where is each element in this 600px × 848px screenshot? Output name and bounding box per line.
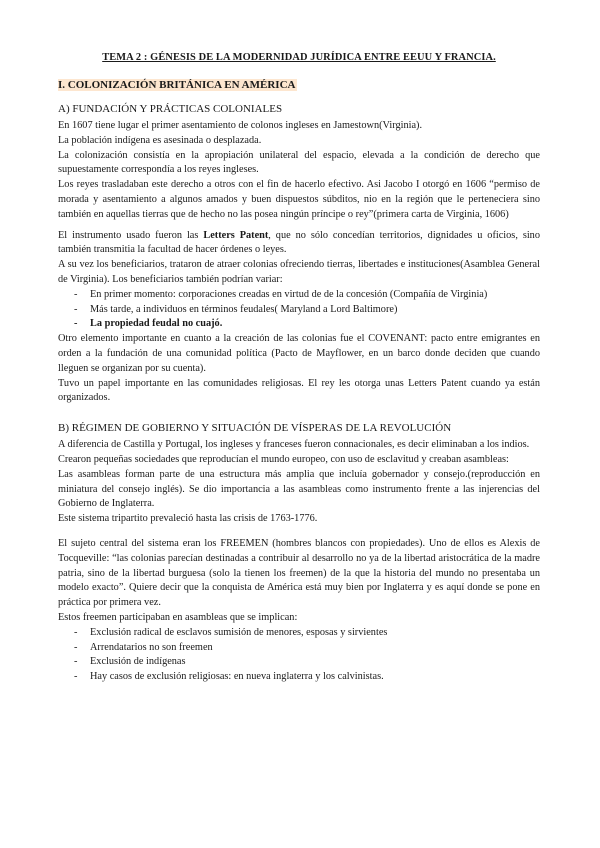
paragraph: A su vez los beneficiarios, trataron de atraer colonias ofreciendo tierras, libertades e instituciones(Asamblea General de Virginia). Los beneficiarios también podrían variar: [58, 259, 540, 285]
text-run: El instrumento usado fueron las [58, 229, 204, 241]
dash-bullet: - [74, 318, 78, 330]
dash-bullet: - [74, 671, 78, 683]
paragraph: El sujeto central del sistema eran los FREEMEN (hombres blancos con propiedades). Uno de ellos es Alexis de Tocqueville: “las colonias parecían destinadas a contribuir al desarrollo no ya de la libertad aristocrática de la madre patria, sino de la libertad burguesa (solo la tienen los freemen) de la que la historia del mundo no presentaba un modelo exacto”. Quiere decir que la conquista de América está muy bien por Inglaterra y es aquí donde se pone en práctica por primera vez. [58, 537, 540, 609]
list-item [58, 655, 540, 670]
paragraph: Las asambleas forman parte de una estructura más amplia que incluía gobernador y consejo.(reproducción en miniatura del consejo inglés). Se dio importancia a las asambleas como instrumento frente a las injerencias del Gobierno de Inglaterra. [58, 468, 540, 510]
paragraph: Otro elemento importante en cuanto a la creación de las colonias fue el COVENANT: pacto entre emigrantes en orden a la fundación de una comunidad política (Pacto de Mayflower, en un barco donde deciden que cuando lleguen se organizan por su cuenta). [58, 333, 540, 374]
dash-bullet: - [74, 303, 78, 315]
dash-bullet: - [74, 641, 78, 653]
list-item [58, 303, 540, 318]
paragraph: A diferencia de Castilla y Portugal, los ingleses y franceses fueron connacionales, es decir eliminaban a los indios. [58, 439, 530, 451]
dash-bullet: - [74, 288, 78, 300]
paragraph: En 1607 tiene lugar el primer asentamiento de colonos ingleses en Jamestown(Virginia). [58, 120, 423, 131]
list-item-text: La propiedad feudal no cuajó. [90, 318, 223, 330]
dash-bullet: - [74, 626, 78, 638]
list-item-text: Exclusión de indígenas [90, 656, 186, 668]
paragraph-letters-patent [58, 229, 540, 259]
list-item [58, 641, 540, 656]
list-item [58, 670, 540, 685]
dash-bullet: - [74, 656, 78, 668]
list-item-text: Arrendatarios no son freemen [90, 641, 213, 653]
list-item-text: Exclusión radical de esclavos sumisión de menores, esposas y sirvientes [90, 626, 388, 638]
list-item-text: Más tarde, a individuos en términos feudales( Maryland a Lord Baltimore) [90, 303, 398, 315]
paragraph: Este sistema tripartito prevaleció hasta las crisis de 1763-1776. [58, 513, 318, 525]
bold-term-letters-patent: Letters Patent [203, 229, 269, 241]
document-title: TEMA 2 : GÉNESIS DE LA MODERNIDAD JURÍDICA ENTRE EEUU Y FRANCIA. [102, 52, 496, 63]
subsection-heading-b: B) RÉGIMEN DE GOBIERNO Y SITUACIÓN DE VÍSPERAS DE LA REVOLUCIÓN [58, 422, 452, 435]
text-run: , que no sólo concedían territorios, dignidades u oficios, sino también transmitia la facultad de hacer órdenes o leyes. [58, 229, 540, 256]
paragraph: Crearon pequeñas sociedades que reproducían el mundo europeo, con uso de esclavitud y creaban asambleas: [58, 453, 509, 465]
list-item-text: En primer momento: corporaciones creadas en virtud de de la concesión (Compañía de Virginia) [90, 288, 488, 300]
section-heading-colonizacion: I. COLONIZACIÓN BRITÁNICA EN AMÉRICA [58, 79, 296, 91]
list-item [58, 626, 540, 641]
paragraph: Tuvo un papel importante en las comunidades religiosas. El rey les otorga unas Letters Patent cuando ya están organizados. [58, 377, 540, 404]
list-item [58, 288, 540, 303]
list-item-text: Hay casos de exclusión religiosas: en nueva inglaterra y los calvinistas. [90, 671, 384, 683]
paragraph: Estos freemen participaban en asambleas que se implican: [58, 611, 298, 623]
paragraph: La población indígena es asesinada o desplazada. [58, 134, 262, 146]
list-item [58, 317, 540, 332]
list-beneficiarios [58, 288, 540, 332]
paragraph: Los reyes trasladaban este derecho a otros con el fin de hacerlo efectivo. Asi Jacobo I otorgó en 1606 “permiso de morada y asentamiento a algunos amados y buen dispuestos súbditos, nio en la región que le perteneciera sino también en aquellas tierras que de hecho no las posea ningún príncipe o rey”(primera carta de Virginia, 1606) [58, 179, 540, 220]
subsection-heading-a: A) FUNDACIÓN Y PRÁCTICAS COLONIALES [58, 103, 283, 115]
list-freemen-exclusions [58, 626, 540, 685]
paragraph: La colonización consistía en la apropiación unilateral del espacio, elevada a la condición de derecho que supuestamente correspondía a los reyes ingleses. [58, 149, 540, 176]
